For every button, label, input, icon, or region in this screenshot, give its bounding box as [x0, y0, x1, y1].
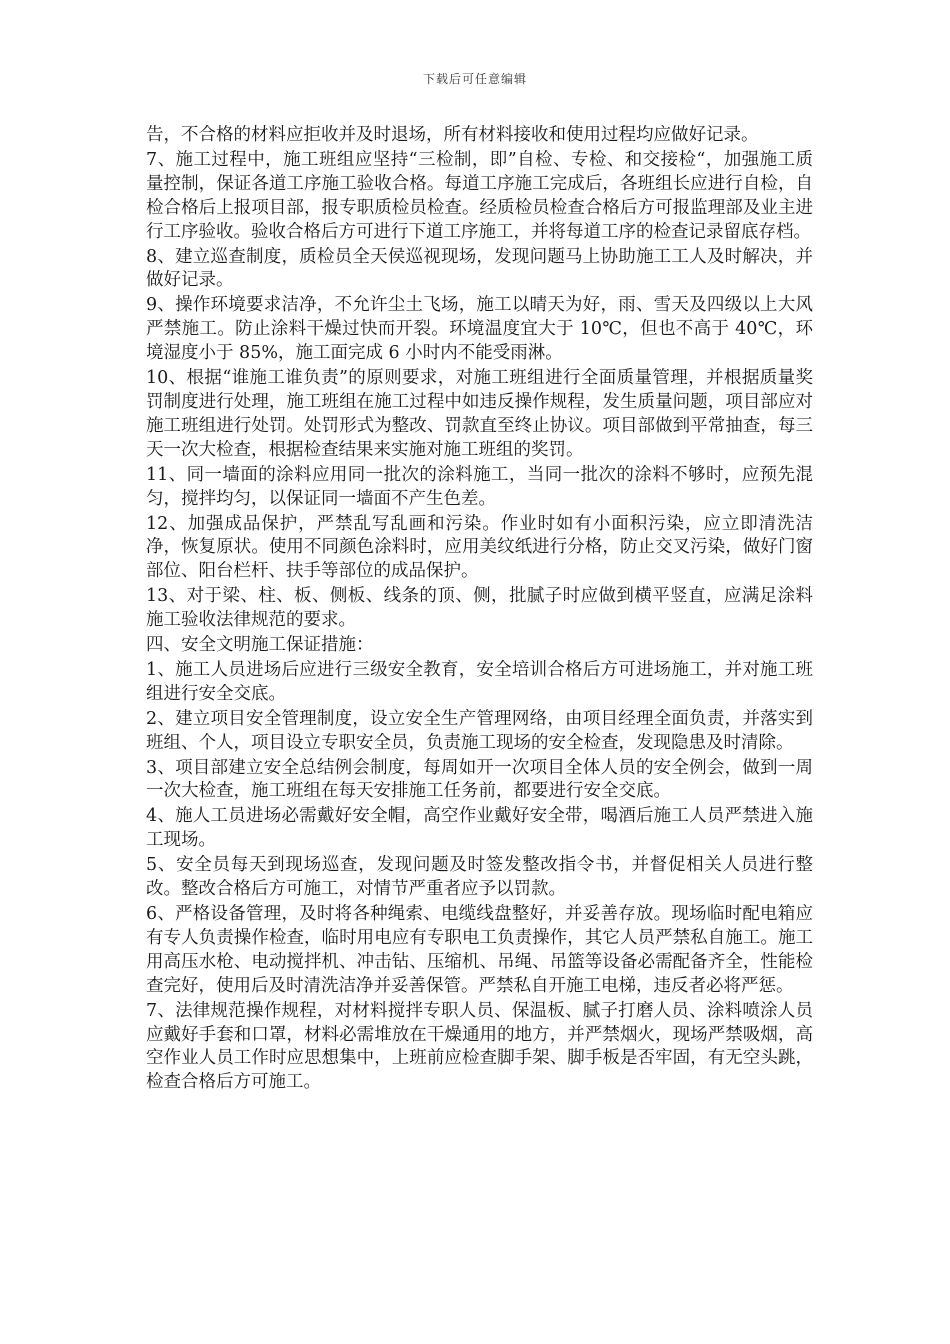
paragraph: 4、施人工员进场必需戴好安全帽，高空作业戴好安全带，喝酒后施工人员严禁进入施工现场。 — [146, 806, 813, 851]
paragraph: 13、对于梁、柱、板、侧板、线条的顶、侧，批腻子时应做到横平竖直，应满足涂料施工验收法律规范的要求。 — [146, 586, 813, 631]
paragraph: 7、施工过程中，施工班组应坚持“三检制，即”自检、专检、和交接检“，加强施工质量控制，保证各道工序施工验收合格。每道工序施工完成后，各班组长应进行自检，自检合格后上报项目部，报专职质检员检查。经质检员检查合格后方可报监理部及业主进行工序验收。验收合格后方可进行下道工序施工，并将每道工序的检查记录留底存档。 — [146, 149, 813, 242]
paragraph: 12、加强成品保护，严禁乱写乱画和污染。作业时如有小面积污染，应立即清洗洁净，恢复原状。使用不同颜色涂料时，应用美纹纸进行分格，防止交叉污染，做好门窗部位、阳台栏杆、扶手等部位的成品保护。 — [146, 513, 813, 582]
section-heading: 四、安全文明施工保证措施： — [146, 635, 374, 656]
paragraph: 6、严格设备管理，及时将各种绳索、电缆线盘整好，并妥善存放。现场临时配电箱应有专人负责操作检查，临时用电应有专职电工负责操作，其它人员严禁私自施工。施工用高压水枪、电动搅拌机、冲击钻、压缩机、吊绳、吊篮等设备必需配备齐全，性能检查完好，使用后及时清洗洁净并妥善保管。严禁私自开施工电梯，违反者必将严惩。 — [146, 904, 813, 996]
paragraph: 1、施工人员进场后应进行三级安全教育，安全培训合格后方可进场施工，并对施工班组进行安全交底。 — [146, 659, 813, 704]
paragraph: 8、建立巡查制度，质检员全天侯巡视现场，发现问题马上协助施工工人及时解决，并做好记录。 — [146, 246, 813, 291]
paragraph: 告，不合格的材料应拒收并及时退场，所有材料接收和使用过程均应做好记录。 — [146, 125, 759, 145]
paragraph: 9、操作环境要求洁净，不允许尘土飞场，施工以晴天为好，雨、雪天及四级以上大风严禁施工。防止涂料干燥过快而开裂。环境温度宜大于 10℃，但也不高于 40℃，环境湿度小于 85%，施工面完成 6 小时内不能受雨淋。 — [146, 295, 813, 364]
paragraph: 7、法律规范操作规程，对材料搅拌专职人员、保温板、腻子打磨人员、涂料喷涂人员应戴好手套和口罩，材料必需堆放在干燥通用的地方，并严禁烟火，现场严禁吸烟，高空作业人员工作时应思想集中，上班前应检查脚手架、脚手板是否牢固，有无空头跳，检查合格后方可施工。 — [146, 1000, 813, 1093]
page-header: 下载后可任意编辑 — [422, 72, 527, 86]
paragraph: 11、同一墙面的涂料应用同一批次的涂料施工，当同一批次的涂料不够时，应预先混匀，搅拌均匀，以保证同一墙面不产生色差。 — [146, 464, 813, 509]
paragraph: 3、项目部建立安全总结例会制度，每周如开一次项目全体人员的安全例会，做到一周一次大检查，施工班组在每天安排施工任务前，都要进行安全交底。 — [146, 757, 813, 802]
paragraph: 10、根据“谁施工谁负责”的原则要求，对施工班组进行全面质量管理，并根据质量奖罚制度进行处理，施工班组在施工过程中如违反操作规程，发生质量问题，项目部应对施工班组进行处罚。处罚形式为整改、罚款直至终止协议。项目部做到平常抽查，每三天一次大检查，根据检查结果来实施对施工班组的奖罚。 — [146, 368, 813, 460]
document-body — [146, 124, 813, 1096]
paragraph: 2、建立项目安全管理制度，设立安全生产管理网络，由项目经理全面负责，并落实到班组、个人，项目设立专职安全员，负责施工现场的安全检查，发现隐患及时清除。 — [146, 708, 813, 753]
paragraph: 5、安全员每天到现场巡查，发现问题及时签发整改指令书，并督促相关人员进行整改。整改合格后方可施工，对情节严重者应予以罚款。 — [146, 855, 813, 900]
